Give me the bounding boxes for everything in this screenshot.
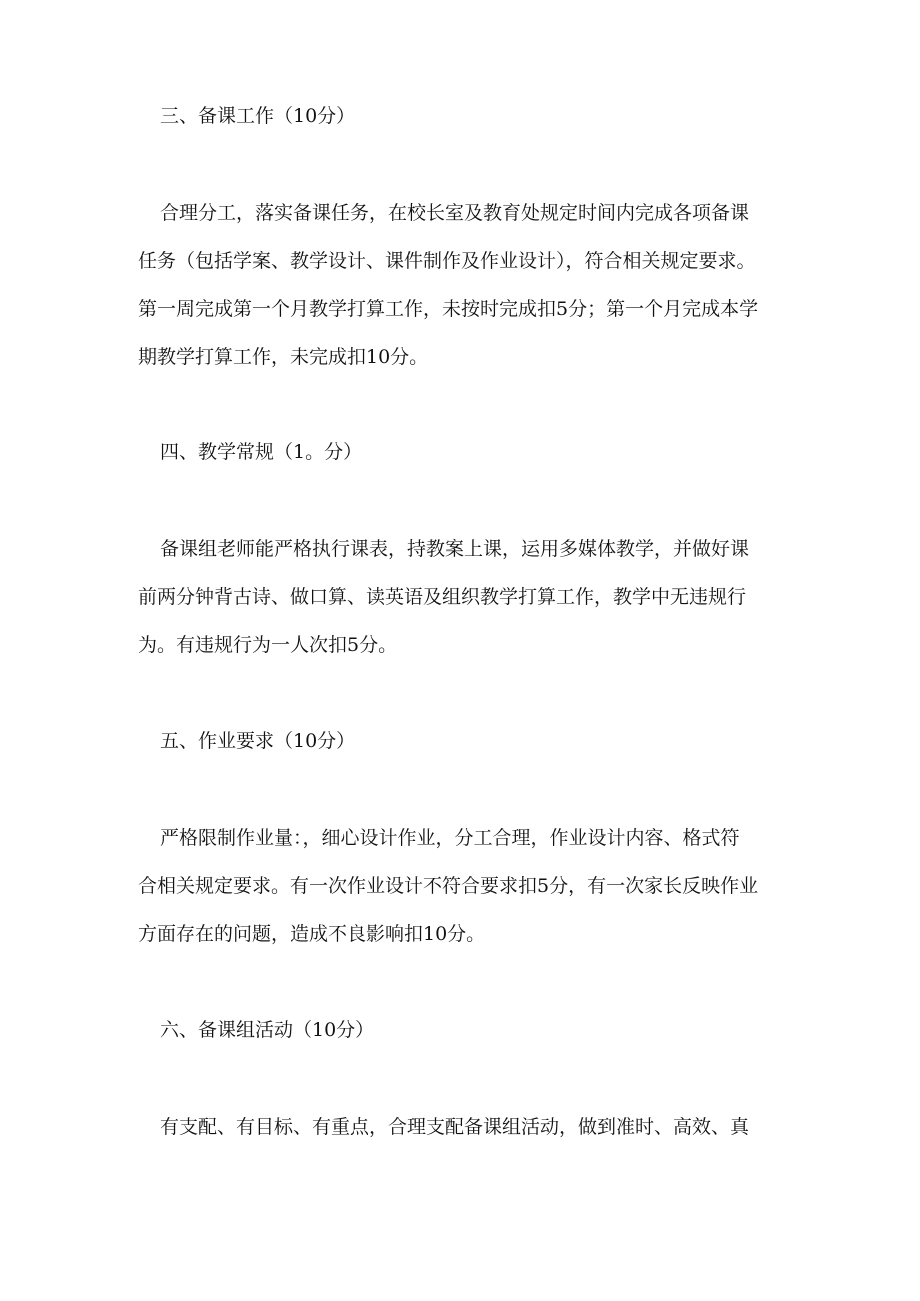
section-heading-6: 六、备课组活动（10分） [160,1019,375,1041]
paragraph-line: 严格限制作业量：，细心设计作业，分工合理，作业设计内容、格式符 [160,827,740,849]
section-body-3 [138,189,798,381]
section-body-5 [138,814,798,958]
section-heading-3: 三、备课工作（10分） [160,105,356,127]
paragraph-line: 合相关规定要求。有一次作业设计不符合要求扣5分，有一次家长反映作业 [138,875,759,897]
paragraph-line: 期教学打算工作，未完成扣10分。 [138,346,429,368]
paragraph-line: 前两分钟背古诗、做口算、读英语及组织教学打算工作，教学中无违规行 [138,586,747,608]
section-body-4 [138,525,798,669]
paragraph-line: 为。有违规行为一人次扣5分。 [138,634,398,656]
section-heading-4: 四、教学常规（1。分） [160,441,363,463]
section-heading-5: 五、作业要求（10分） [160,730,356,752]
paragraph-line: 方面存在的问题，造成不良影响扣10分。 [138,923,486,945]
section-body-6 [138,1103,798,1151]
paragraph-line: 备课组老师能严格执行课表，持教案上课，运用多媒体教学，并做好课 [160,538,750,560]
paragraph-line: 第一周完成第一个月教学打算工作，未按时完成扣5分；第一个月完成本学 [138,298,759,320]
paragraph-line: 有支配、有目标、有重点，合理支配备课组活动，做到准时、高效、真 [160,1116,750,1138]
paragraph-line: 任务（包括学案、教学设计、课件制作及作业设计），符合相关规定要求。 [138,250,756,272]
paragraph-line: 合理分工，落实备课任务，在校长室及教育处规定时间内完成各项备课 [160,202,750,224]
